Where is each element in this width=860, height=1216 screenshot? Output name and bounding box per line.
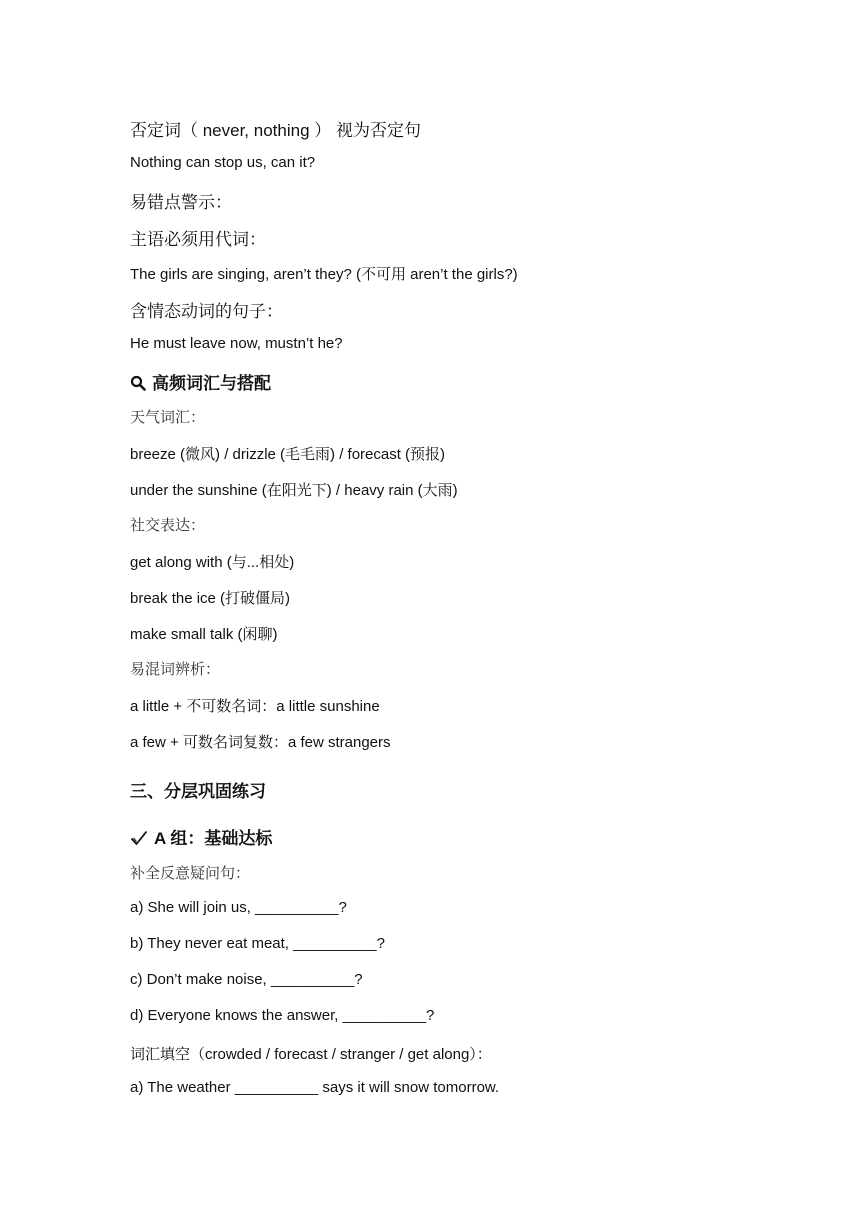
subheading-social: 社交表达：: [130, 516, 206, 534]
example-sentence: Nothing can stop us, can it?: [130, 154, 316, 171]
vocab-section-heading: [130, 369, 271, 396]
group-a-title: A 组：基础达标: [154, 829, 273, 848]
vocab-line: break the ice (打破僵局): [130, 590, 291, 607]
magnifier-icon: [130, 375, 146, 396]
rule-negative-words: 否定词（ never, nothing ） 视为否定句: [130, 121, 421, 140]
exercise-item: b) They never eat meat, __________?: [130, 935, 385, 952]
exercise-item: c) Don’t make noise, __________?: [130, 971, 363, 988]
vocab-line: breeze (微风) / drizzle (毛毛雨) / forecast (预报): [130, 446, 446, 463]
vocab-line: a little + 不可数名词：a little sunshine: [130, 698, 380, 715]
vocab-line: get along with (与...相处): [130, 554, 295, 571]
rule-modal-verbs: 含情态动词的句子：: [130, 302, 283, 321]
group-a-heading: [130, 824, 272, 851]
warning-heading: 易错点警示：: [130, 193, 232, 212]
exercise-instruction: 词汇填空（crowded / forecast / stranger / get along）：: [130, 1046, 492, 1063]
vocab-line: a few + 可数名词复数：a few strangers: [130, 734, 391, 751]
exercise-instruction: 补全反意疑问句：: [130, 864, 251, 882]
exercise-item: d) Everyone knows the answer, __________?: [130, 1007, 435, 1024]
example-sentence: The girls are singing, aren’t they? (不可用 aren’t the girls?): [130, 266, 518, 283]
exercise-item: a) The weather __________ says it will snow tomorrow.: [130, 1079, 500, 1096]
subheading-confusables: 易混词辨析：: [130, 660, 221, 678]
example-sentence: He must leave now, mustn’t he?: [130, 335, 343, 352]
section-three-heading: 三、分层巩固练习: [130, 782, 266, 801]
vocab-line: make small talk (闲聊): [130, 626, 278, 643]
checkmark-icon: [130, 830, 148, 851]
exercise-item: a) She will join us, __________?: [130, 899, 347, 916]
vocab-line: under the sunshine (在阳光下) / heavy rain (大雨): [130, 482, 458, 499]
vocab-section-title: 高频词汇与搭配: [152, 374, 271, 393]
subheading-weather: 天气词汇：: [130, 408, 206, 426]
rule-pronoun-subject: 主语必须用代词：: [130, 230, 266, 249]
